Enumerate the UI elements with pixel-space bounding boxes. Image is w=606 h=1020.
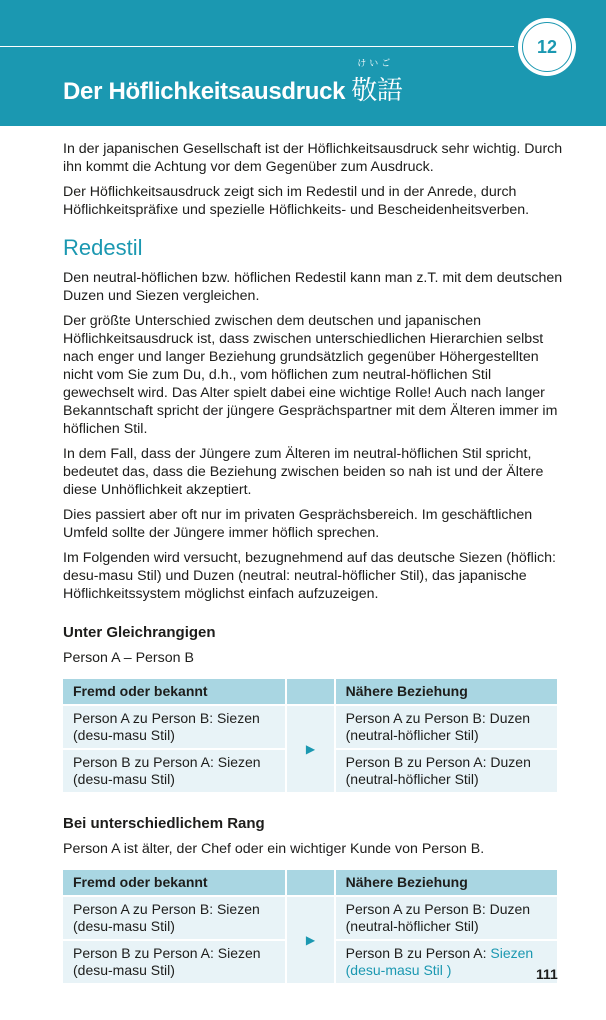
comparison-table (61, 868, 559, 985)
page-title-text: Der Höflichkeitsausdruck (63, 78, 346, 105)
comparison-table (61, 677, 559, 794)
subsection-heading: Bei unterschiedlichem Rang (63, 815, 265, 832)
table-header-left: Fremd oder bekannt (63, 870, 285, 895)
table-header-spacer (287, 870, 333, 895)
title-kanji-group (351, 58, 403, 107)
title-kanji: 敬語 (351, 75, 403, 105)
subsection-heading: Unter Gleichrangigen (63, 624, 216, 641)
table-cell: Person A zu Person B: Duzen (neutral-höflicher Stil) (336, 897, 557, 939)
page-title (63, 58, 403, 107)
section-paragraph: Dies passiert aber oft nur im privaten Gesprächsbereich. Im geschäftlichen Umfeld sollte der Jüngere immer höflich sprechen. (63, 507, 533, 541)
section-paragraph: Im Folgenden wird versucht, bezugnehmend auf das deutsche Siezen (höflich: desu-masu Stil) und Duzen (neutral: neutral-höflicher Stil), das japanische Höflichkeitssystem möglichst einfach aufzuzeigen. (63, 550, 556, 602)
arrow-icon: ▶ (287, 897, 333, 983)
table-cell (336, 941, 557, 983)
header-rule (0, 46, 514, 47)
table-row (63, 706, 557, 748)
chapter-badge (518, 18, 576, 76)
table-cell: Person B zu Person A: Duzen (neutral-höflicher Stil) (336, 750, 557, 792)
table-header-row (63, 870, 557, 895)
table-header-row (63, 679, 557, 704)
table-cell: Person A zu Person B: Siezen (desu-masu Stil) (63, 706, 285, 748)
subsection-subtitle: Person A ist älter, der Chef oder ein wichtiger Kunde von Person B. (63, 841, 485, 857)
arrow-icon: ▶ (287, 706, 333, 792)
chapter-number: 12 (522, 22, 572, 72)
section-paragraph: In dem Fall, dass der Jüngere zum Älteren im neutral-höflichen Stil spricht, bedeutet das, dass die Beziehung zwischen beiden so nah ist und der Ältere diese Unhöflichkeit akzeptiert. (63, 446, 544, 498)
section-heading: Redestil (63, 235, 143, 260)
chapter-header (0, 0, 606, 126)
highlighted-text: Siezen (desu-masu Stil ) (345, 945, 534, 978)
title-furigana: けいご (357, 58, 394, 68)
section-paragraph: Den neutral-höflichen bzw. höflichen Redestil kann man z.T. mit dem deutschen Duzen und Siezen vergleichen. (63, 270, 563, 304)
cell-text: Person B zu Person A: (345, 945, 491, 961)
intro-paragraph: Der Höflichkeitsausdruck zeigt sich im Redestil und in der Anrede, durch Höflichkeitspräfixe und spezielle Höflichkeits- und Bescheidenheitsverben. (63, 184, 530, 218)
page-content (63, 140, 563, 985)
table-row (63, 897, 557, 939)
table-header-right: Nähere Beziehung (336, 870, 557, 895)
table-cell: Person A zu Person B: Siezen (desu-masu Stil) (63, 897, 285, 939)
subsection-subtitle: Person A – Person B (63, 650, 194, 666)
table-cell: Person B zu Person A: Siezen (desu-masu Stil) (63, 750, 285, 792)
table-cell: Person A zu Person B: Duzen (neutral-höflicher Stil) (336, 706, 557, 748)
section-paragraph: Der größte Unterschied zwischen dem deutschen und japanischen Höflichkeitsausdruck ist, dass zwischen unterschiedlichen Hierarchien selbst nach enger und langer Beziehung grundsätzlich gegenüber Höhergestellten nicht vom Sie zum Du, d.h., vom höflichen zum neutral-höflichen Stil gewechselt wird. Das Alter spielt dabei eine wichtige Rolle! Auch nach langer Bekanntschaft spricht der jüngere Gesprächspartner mit dem Älteren immer im höflichen Stil. (63, 313, 558, 437)
table-header-left: Fremd oder bekannt (63, 679, 285, 704)
table-cell: Person B zu Person A: Siezen (desu-masu Stil) (63, 941, 285, 983)
table-header-right: Nähere Beziehung (336, 679, 557, 704)
table-header-spacer (287, 679, 333, 704)
intro-paragraph: In der japanischen Gesellschaft ist der Höflichkeitsausdruck sehr wichtig. Durch ihn kommt die Achtung vor dem Gegenüber zum Ausdruck. (63, 141, 563, 175)
page-number: 111 (536, 966, 558, 982)
